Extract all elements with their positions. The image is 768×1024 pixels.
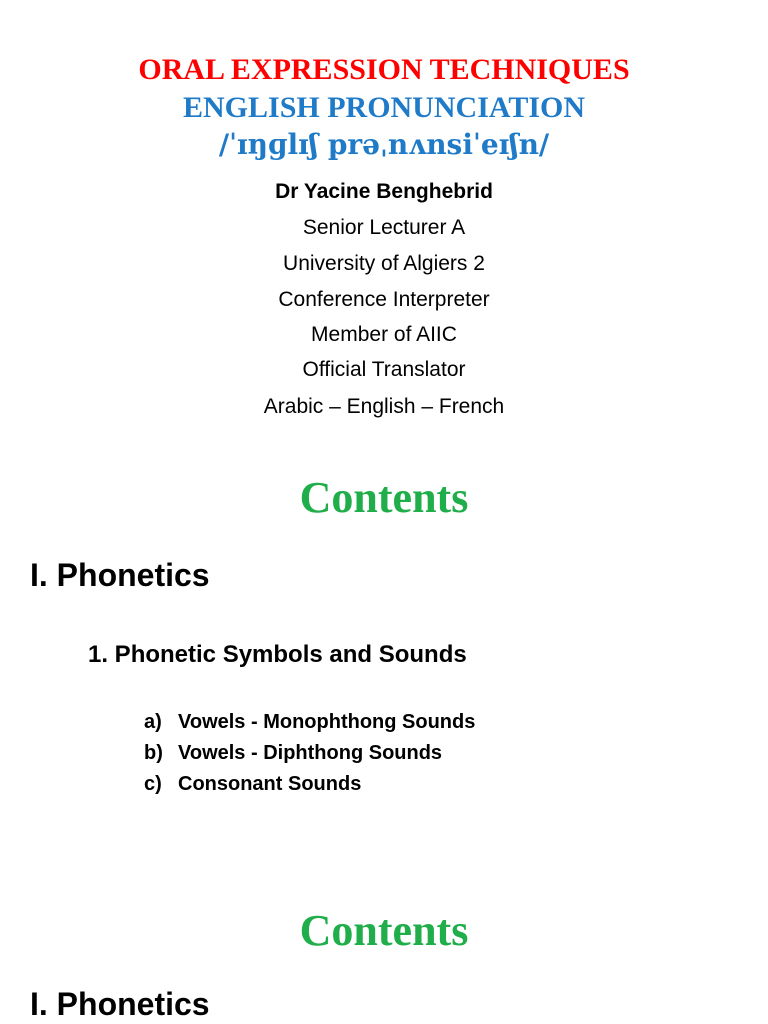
list-marker: a)	[144, 711, 162, 733]
author-languages: Arabic – English – French	[263, 395, 505, 418]
list-item	[144, 771, 361, 797]
author-name: Dr Yacine Benghebrid	[275, 180, 493, 203]
author-membership: Member of AIIC	[311, 323, 457, 346]
list-item	[144, 709, 475, 735]
list-marker: b)	[144, 742, 163, 764]
list-item-label: Vowels - Diphthong Sounds	[178, 742, 443, 764]
author-role-translator: Official Translator	[302, 358, 466, 381]
list-item	[144, 740, 442, 766]
title-line-2: ENGLISH PRONUNCIATION	[183, 91, 585, 124]
contents-heading-1: Contents	[299, 473, 469, 522]
list-item-label: Vowels - Monophthong Sounds	[178, 711, 476, 733]
list-marker: c)	[144, 773, 162, 795]
section-heading-phonetics: I. Phonetics	[30, 557, 210, 593]
section-heading-phonetics-2: I. Phonetics	[30, 986, 210, 1022]
author-title: Senior Lecturer A	[302, 216, 466, 239]
contents-heading-2: Contents	[299, 906, 469, 955]
subsection-heading: 1. Phonetic Symbols and Sounds	[88, 641, 467, 668]
author-role-interpreter: Conference Interpreter	[278, 288, 490, 311]
title-line-1: ORAL EXPRESSION TECHNIQUES	[138, 53, 630, 86]
list-item-label: Consonant Sounds	[178, 773, 362, 795]
author-university: University of Algiers 2	[283, 252, 485, 275]
title-phonetic-transcription: /ˈɪŋɡlɪʃ prəˌnʌnsiˈeɪʃn/	[218, 128, 550, 161]
